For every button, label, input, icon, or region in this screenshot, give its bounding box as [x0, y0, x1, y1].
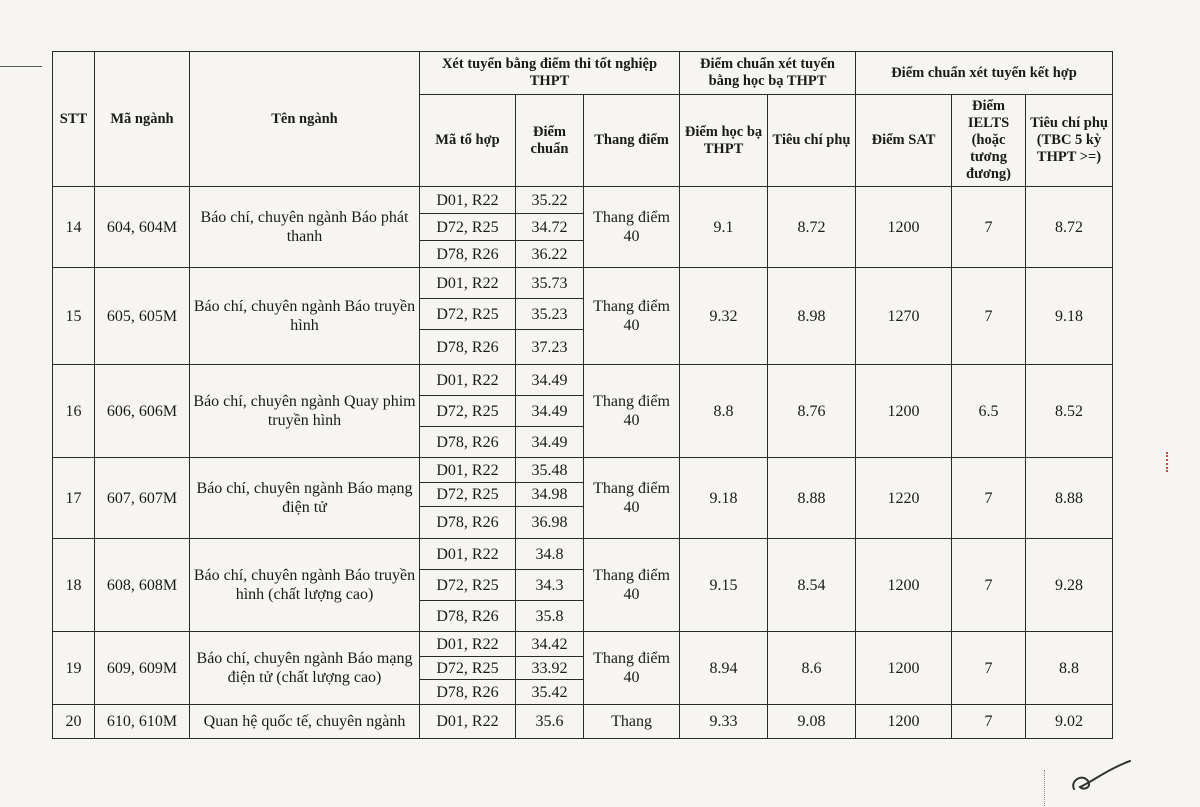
- cell-diem-sat: 1200: [856, 365, 952, 458]
- cell-diem-hoc-ba: 9.15: [680, 539, 768, 632]
- cell-ma-to-hop: D72, R25: [420, 299, 516, 330]
- cell-diem-ielts: 7: [952, 632, 1026, 705]
- cell-diem-ielts: 6.5: [952, 365, 1026, 458]
- cell-diem-chuan: 35.23: [516, 299, 584, 330]
- header-stt: STT: [53, 52, 95, 187]
- table-row: [53, 705, 1113, 739]
- header-diem-hoc-ba: Điểm học bạ THPT: [680, 95, 768, 187]
- cell-ten-nganh: Báo chí, chuyên ngành Báo truyền hình (chất lượng cao): [190, 539, 420, 632]
- cell-diem-sat: 1200: [856, 539, 952, 632]
- cell-stt: 15: [53, 268, 95, 365]
- cell-diem-chuan: 34.49: [516, 427, 584, 458]
- cell-stt: 17: [53, 458, 95, 539]
- cell-diem-chuan: 35.8: [516, 601, 584, 632]
- cell-tbc: 8.8: [1026, 632, 1113, 705]
- admission-score-table: [52, 51, 1113, 739]
- cell-diem-chuan: 35.73: [516, 268, 584, 299]
- cell-diem-ielts: 7: [952, 539, 1026, 632]
- cell-ma-to-hop: D01, R22: [420, 705, 516, 739]
- cell-thang-diem: Thang điểm 40: [584, 187, 680, 268]
- cell-ten-nganh: Báo chí, chuyên ngành Báo phát thanh: [190, 187, 420, 268]
- cell-stt: 20: [53, 705, 95, 739]
- cell-diem-chuan: 35.22: [516, 187, 584, 214]
- cell-stt: 16: [53, 365, 95, 458]
- cell-ma-to-hop: D78, R26: [420, 680, 516, 705]
- cell-ma-nganh: 604, 604M: [95, 187, 190, 268]
- cell-ma-to-hop: D78, R26: [420, 507, 516, 539]
- cell-ma-to-hop: D01, R22: [420, 458, 516, 483]
- cell-thang-diem: Thang điểm 40: [584, 268, 680, 365]
- table-row: [53, 268, 1113, 299]
- header-diem-chuan: Điểm chuẩn: [516, 95, 584, 187]
- cell-tieu-chi-phu: 9.08: [768, 705, 856, 739]
- header-ma-to-hop: Mã tổ hợp: [420, 95, 516, 187]
- header-tieu-chi-phu-tbc: Tiêu chí phụ (TBC 5 kỳ THPT >=): [1026, 95, 1113, 187]
- cell-tbc: 8.52: [1026, 365, 1113, 458]
- cell-thang-diem: Thang điểm 40: [584, 365, 680, 458]
- cell-ma-to-hop: D78, R26: [420, 241, 516, 268]
- cell-diem-chuan: 37.23: [516, 330, 584, 365]
- cell-tbc: 9.18: [1026, 268, 1113, 365]
- cell-ma-nganh: 609, 609M: [95, 632, 190, 705]
- cell-ma-to-hop: D01, R22: [420, 268, 516, 299]
- cell-ma-to-hop: D72, R25: [420, 570, 516, 601]
- cell-diem-chuan: 34.42: [516, 632, 584, 657]
- cell-diem-chuan: 34.72: [516, 214, 584, 241]
- cell-ma-nganh: 608, 608M: [95, 539, 190, 632]
- cell-ma-to-hop: D72, R25: [420, 214, 516, 241]
- header-diem-sat: Điểm SAT: [856, 95, 952, 187]
- cell-diem-ielts: 7: [952, 705, 1026, 739]
- cell-diem-chuan: 33.92: [516, 657, 584, 680]
- cell-diem-ielts: 7: [952, 458, 1026, 539]
- cell-ten-nganh: Báo chí, chuyên ngành Quay phim truyền hình: [190, 365, 420, 458]
- cell-ma-to-hop: D01, R22: [420, 187, 516, 214]
- header-group-ket-hop: Điểm chuẩn xét tuyển kết hợp: [856, 52, 1113, 95]
- table-row: [53, 632, 1113, 657]
- cell-diem-ielts: 7: [952, 187, 1026, 268]
- margin-rule: [0, 66, 42, 67]
- cell-ma-to-hop: D72, R25: [420, 396, 516, 427]
- cell-tieu-chi-phu: 8.72: [768, 187, 856, 268]
- cell-diem-chuan: 34.98: [516, 483, 584, 507]
- cell-tbc: 9.28: [1026, 539, 1113, 632]
- dotted-mark: [1044, 770, 1047, 806]
- cell-diem-hoc-ba: 9.1: [680, 187, 768, 268]
- cell-diem-chuan: 34.8: [516, 539, 584, 570]
- cell-diem-hoc-ba: 9.18: [680, 458, 768, 539]
- red-dotted-mark: [1166, 452, 1171, 472]
- header-diem-ielts: Điểm IELTS (hoặc tương đương): [952, 95, 1026, 187]
- cell-stt: 14: [53, 187, 95, 268]
- cell-stt: 18: [53, 539, 95, 632]
- cell-ma-nganh: 607, 607M: [95, 458, 190, 539]
- cell-diem-chuan: 35.42: [516, 680, 584, 705]
- cell-diem-chuan: 34.49: [516, 365, 584, 396]
- cell-tbc: 9.02: [1026, 705, 1113, 739]
- cell-diem-chuan: 35.48: [516, 458, 584, 483]
- table-row: [53, 187, 1113, 214]
- cell-thang-diem: Thang điểm 40: [584, 539, 680, 632]
- cell-ma-to-hop: D01, R22: [420, 632, 516, 657]
- table-row: [53, 458, 1113, 483]
- cell-ma-to-hop: D78, R26: [420, 427, 516, 458]
- cell-diem-chuan: 34.3: [516, 570, 584, 601]
- cell-diem-chuan: 36.98: [516, 507, 584, 539]
- cell-thang-diem: Thang điểm 40: [584, 632, 680, 705]
- cell-thang-diem: Thang điểm 40: [584, 458, 680, 539]
- cell-tbc: 8.88: [1026, 458, 1113, 539]
- table-row: [53, 365, 1113, 396]
- cell-ma-to-hop: D72, R25: [420, 657, 516, 680]
- cell-stt: 19: [53, 632, 95, 705]
- cell-diem-sat: 1200: [856, 187, 952, 268]
- header-ma-nganh: Mã ngành: [95, 52, 190, 187]
- cell-diem-hoc-ba: 8.94: [680, 632, 768, 705]
- cell-diem-hoc-ba: 9.32: [680, 268, 768, 365]
- cell-diem-sat: 1220: [856, 458, 952, 539]
- cell-diem-ielts: 7: [952, 268, 1026, 365]
- cell-tieu-chi-phu: 8.76: [768, 365, 856, 458]
- cell-ma-to-hop: D01, R22: [420, 365, 516, 396]
- cell-ma-to-hop: D78, R26: [420, 330, 516, 365]
- handwritten-signature: [1068, 755, 1138, 795]
- cell-diem-sat: 1200: [856, 705, 952, 739]
- cell-diem-hoc-ba: 9.33: [680, 705, 768, 739]
- cell-tieu-chi-phu: 8.6: [768, 632, 856, 705]
- table-row: [53, 539, 1113, 570]
- cell-diem-chuan: 35.6: [516, 705, 584, 739]
- cell-tieu-chi-phu: 8.54: [768, 539, 856, 632]
- cell-diem-sat: 1270: [856, 268, 952, 365]
- header-group-thpt: Xét tuyển bằng điểm thi tốt nghiệp THPT: [420, 52, 680, 95]
- header-tieu-chi-phu: Tiêu chí phụ: [768, 95, 856, 187]
- cell-tieu-chi-phu: 8.98: [768, 268, 856, 365]
- cell-ten-nganh: Báo chí, chuyên ngành Báo truyền hình: [190, 268, 420, 365]
- header-group-hoc-ba: Điểm chuẩn xét tuyển bằng học bạ THPT: [680, 52, 856, 95]
- cell-ma-nganh: 605, 605M: [95, 268, 190, 365]
- cell-ten-nganh: Báo chí, chuyên ngành Báo mạng điện tử: [190, 458, 420, 539]
- cell-diem-chuan: 36.22: [516, 241, 584, 268]
- cell-ma-nganh: 606, 606M: [95, 365, 190, 458]
- cell-tieu-chi-phu: 8.88: [768, 458, 856, 539]
- cell-tbc: 8.72: [1026, 187, 1113, 268]
- cell-thang-diem: Thang: [584, 705, 680, 739]
- cell-ma-to-hop: D78, R26: [420, 601, 516, 632]
- header-thang-diem: Thang điểm: [584, 95, 680, 187]
- cell-diem-hoc-ba: 8.8: [680, 365, 768, 458]
- cell-ten-nganh: Báo chí, chuyên ngành Báo mạng điện tử (chất lượng cao): [190, 632, 420, 705]
- cell-ma-nganh: 610, 610M: [95, 705, 190, 739]
- cell-ma-to-hop: D72, R25: [420, 483, 516, 507]
- header-ten-nganh: Tên ngành: [190, 52, 420, 187]
- cell-ma-to-hop: D01, R22: [420, 539, 516, 570]
- cell-diem-chuan: 34.49: [516, 396, 584, 427]
- cell-diem-sat: 1200: [856, 632, 952, 705]
- cell-ten-nganh: Quan hệ quốc tế, chuyên ngành: [190, 705, 420, 739]
